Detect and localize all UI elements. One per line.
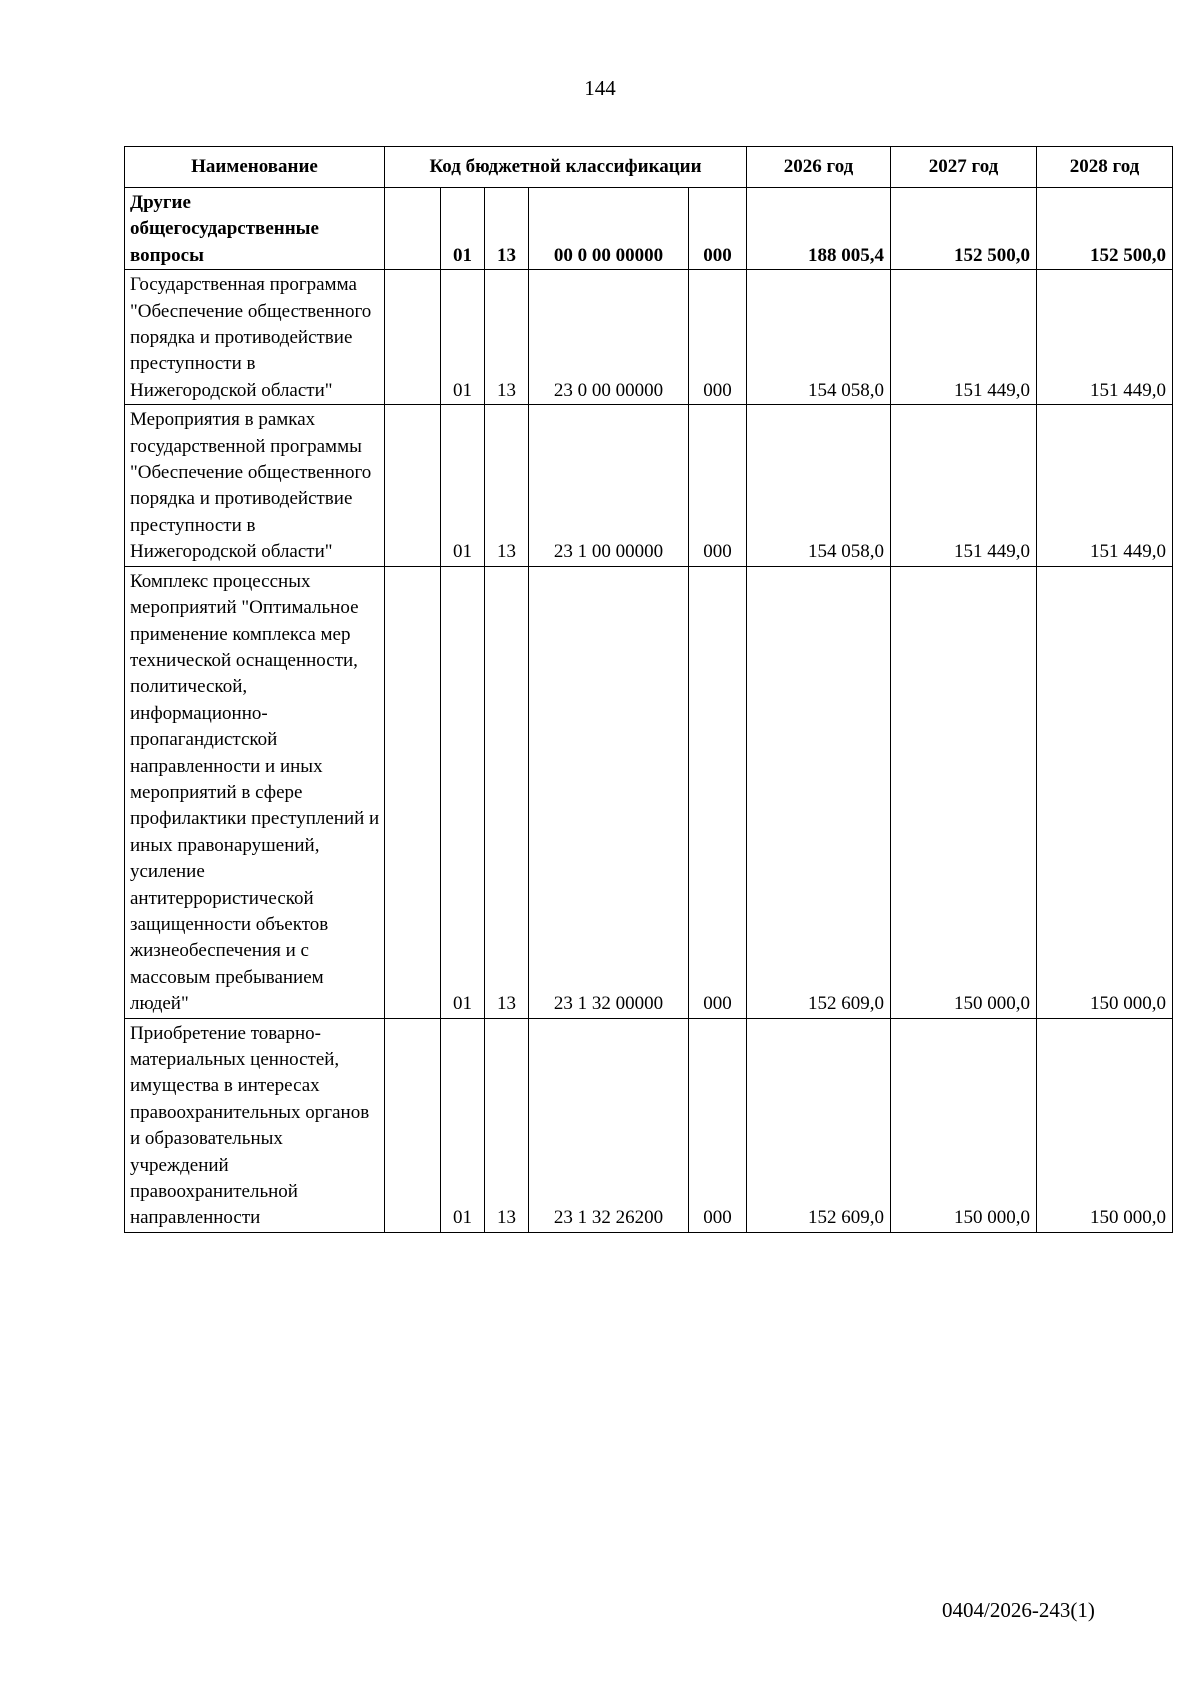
- cell-2027: 150 000,0: [891, 566, 1037, 1018]
- cell-target-article: 23 0 00 00000: [529, 270, 689, 405]
- cell-2028: 150 000,0: [1037, 1018, 1173, 1232]
- cell-name: Мероприятия в рамках государственной программы "Обеспечение общественного порядка и противодействие преступности в Нижегородской области": [125, 405, 385, 566]
- table-header-row: [125, 147, 1173, 188]
- cell-2026: 154 058,0: [747, 270, 891, 405]
- header-2026: 2026 год: [747, 147, 891, 188]
- cell-section: 01: [441, 566, 485, 1018]
- cell-code-1: [385, 270, 441, 405]
- table-row: [125, 1018, 1173, 1232]
- cell-section: 01: [441, 188, 485, 270]
- table-row: [125, 566, 1173, 1018]
- cell-subsection: 13: [485, 405, 529, 566]
- cell-name: Комплекс процессных мероприятий "Оптимальное применение комплекса мер технической оснащенности, политической, информационно-пропагандистской направленности и иных мероприятий в сфере профилактики преступлений и иных правонарушений, усиление антитеррористической защищенности объектов жизнеобеспечения и с массовым пребыванием людей": [125, 566, 385, 1018]
- cell-code-1: [385, 1018, 441, 1232]
- header-code: Код бюджетной классификации: [385, 147, 747, 188]
- table-row: [125, 405, 1173, 566]
- cell-2027: 150 000,0: [891, 1018, 1037, 1232]
- table-row: [125, 188, 1173, 270]
- cell-code-1: [385, 566, 441, 1018]
- cell-expense-type: 000: [689, 270, 747, 405]
- cell-code-1: [385, 405, 441, 566]
- cell-expense-type: 000: [689, 188, 747, 270]
- cell-2026: 152 609,0: [747, 1018, 891, 1232]
- cell-subsection: 13: [485, 566, 529, 1018]
- table-row: [125, 270, 1173, 405]
- cell-subsection: 13: [485, 1018, 529, 1232]
- cell-2026: 188 005,4: [747, 188, 891, 270]
- cell-subsection: 13: [485, 188, 529, 270]
- cell-code-1: [385, 188, 441, 270]
- cell-expense-type: 000: [689, 405, 747, 566]
- cell-2026: 152 609,0: [747, 566, 891, 1018]
- cell-target-article: 23 1 00 00000: [529, 405, 689, 566]
- cell-2027: 151 449,0: [891, 405, 1037, 566]
- document-code: 0404/2026-243(1): [942, 1598, 1095, 1622]
- cell-target-article: 23 1 32 26200: [529, 1018, 689, 1232]
- cell-2028: 152 500,0: [1037, 188, 1173, 270]
- cell-section: 01: [441, 1018, 485, 1232]
- cell-2027: 151 449,0: [891, 270, 1037, 405]
- cell-expense-type: 000: [689, 1018, 747, 1232]
- header-2028: 2028 год: [1037, 147, 1173, 188]
- cell-2028: 150 000,0: [1037, 566, 1173, 1018]
- header-2027: 2027 год: [891, 147, 1037, 188]
- cell-section: 01: [441, 270, 485, 405]
- cell-section: 01: [441, 405, 485, 566]
- page-number: 144: [584, 76, 616, 100]
- cell-name: Приобретение товарно-материальных ценностей, имущества в интересах правоохранительных органов и образовательных учреждений правоохранительной направленности: [125, 1018, 385, 1232]
- cell-2026: 154 058,0: [747, 405, 891, 566]
- cell-2028: 151 449,0: [1037, 270, 1173, 405]
- cell-2028: 151 449,0: [1037, 405, 1173, 566]
- cell-name: Государственная программа "Обеспечение общественного порядка и противодействие преступности в Нижегородской области": [125, 270, 385, 405]
- cell-2027: 152 500,0: [891, 188, 1037, 270]
- budget-table: [124, 146, 1173, 1233]
- cell-target-article: 00 0 00 00000: [529, 188, 689, 270]
- cell-name: Другие общегосударственные вопросы: [125, 188, 385, 270]
- cell-expense-type: 000: [689, 566, 747, 1018]
- cell-target-article: 23 1 32 00000: [529, 566, 689, 1018]
- header-name: Наименование: [125, 147, 385, 188]
- cell-subsection: 13: [485, 270, 529, 405]
